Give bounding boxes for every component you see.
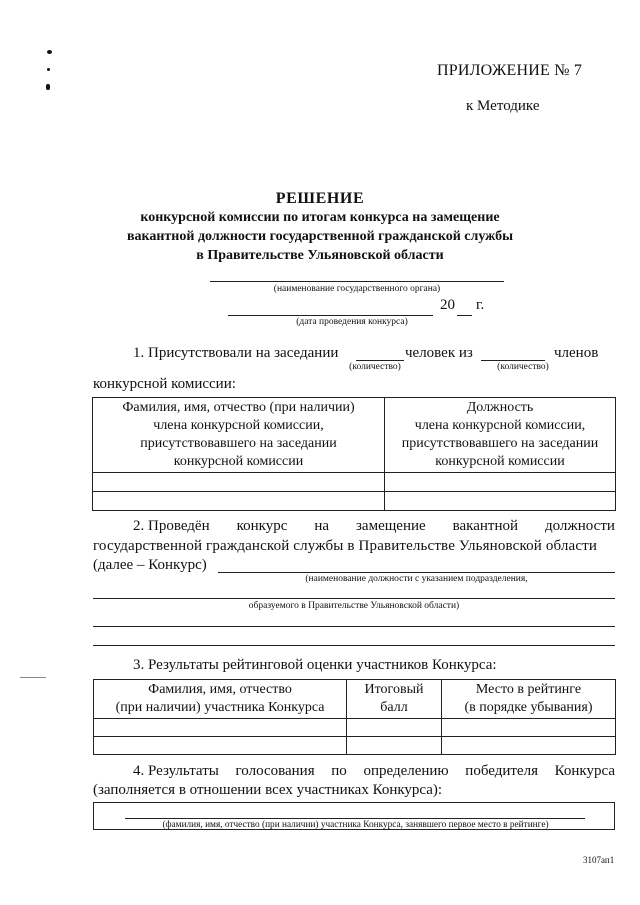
word: победителя [465,763,538,779]
position-subdivision-hint: образуемого в Правительстве Ульяновской области) [248,601,460,611]
header-line: присутствовавшего на заседании [401,436,599,451]
column-header-position [385,398,616,473]
table-row [94,719,616,737]
footer-code: 3107ап1 [583,855,615,865]
section4-line-1 [133,763,615,780]
title-line-4: в Правительстве Ульяновской области [196,248,444,263]
column-header-fullname [93,398,385,473]
header-line: Итоговый [364,682,424,697]
table-cell[interactable] [347,737,442,755]
table-row [93,473,616,492]
table-cell[interactable] [442,737,616,755]
table-cell[interactable] [347,719,442,737]
table-cell[interactable] [93,473,385,492]
title-line-2: конкурсной комиссии по итогам конкурса на замещение [140,210,500,225]
present-count-line[interactable] [356,360,404,361]
table-header-row [94,680,616,719]
header-line: (в порядке убывания) [464,700,593,715]
column-header-rank [442,680,616,719]
header-line: (при наличии) участника Конкурса [115,700,325,715]
table-cell[interactable] [385,473,616,492]
word: 4. Результаты [133,763,219,779]
column-header-score [347,680,442,719]
header-line: члена конкурсной комиссии, [153,418,324,433]
section2-line-2: государственной гражданской службы в Правительстве Ульяновской области [93,538,598,554]
position-name-line[interactable] [218,572,615,573]
title-line-3: вакантной должности государственной гражданской службы [126,229,514,244]
word: Конкурса [554,763,615,779]
column-header-participant [94,680,347,719]
present-count-hint: (количество) [349,362,401,372]
section1-text-a: 1. Присутствовали на заседании [133,345,339,361]
scan-mark [20,677,46,678]
word: конкурс [236,518,288,534]
scan-mark [47,50,52,54]
winner-name-line[interactable] [125,818,585,819]
position-name-line-2[interactable] [93,598,615,599]
word: 2. Проведён [133,518,210,534]
methodology-reference: к Методике [466,98,540,114]
table-cell[interactable] [94,719,347,737]
table-cell[interactable] [385,492,616,511]
section3-text: 3. Результаты рейтинговой оценки участников Конкурса: [133,657,497,673]
word: на [314,518,330,534]
rating-table [93,679,616,755]
section2-line-1 [133,518,615,535]
year-suffix: г. [476,297,485,313]
year-prefix: 20 [440,297,455,313]
date-hint: (дата проведения конкурса) [296,317,408,327]
word: замещение [356,518,426,534]
scan-mark [46,84,50,90]
total-count-hint: (количество) [497,362,549,372]
commission-members-table [92,397,616,511]
scan-mark [47,68,50,71]
total-count-line[interactable] [481,360,545,361]
header-line: конкурсной комиссии [173,454,304,469]
position-name-hint: (наименование должности с указанием подразделения, [305,574,528,584]
word: должности [545,518,615,534]
table-cell[interactable] [93,492,385,511]
word: вакантной [452,518,519,534]
header-line: конкурсной комиссии [435,454,565,469]
header-line: Место в рейтинге [475,682,582,697]
section1-text-c: членов [554,345,599,361]
header-line: Должность [466,400,534,415]
org-name-line[interactable] [210,281,504,282]
table-cell[interactable] [94,737,347,755]
header-line: члена конкурсной комиссии, [414,418,586,433]
table-row [93,492,616,511]
table-header-row [93,398,616,473]
document-title: РЕШЕНИЕ [275,190,365,207]
header-line: Фамилия, имя, отчество [148,682,292,697]
section1-text-d: конкурсной комиссии: [93,376,236,392]
winner-name-hint: (фамилия, имя, отчество (при наличии) участника Конкурса, занявшего первое место в рейтинге) [162,820,549,830]
year-line[interactable] [457,315,472,316]
table-cell[interactable] [442,719,616,737]
position-name-line-4[interactable] [93,645,615,646]
word: по [331,763,347,779]
org-name-hint: (наименование государственного органа) [273,284,441,294]
word: голосования [235,763,315,779]
section2-line-3: (далее – Конкурс) [93,557,207,573]
table-row [94,737,616,755]
header-line: балл [380,700,408,715]
word: определению [363,763,449,779]
appendix-number: ПРИЛОЖЕНИЕ № 7 [437,62,583,79]
section4-line-2: (заполняется в отношении всех участниках Конкурса): [93,782,443,798]
date-line[interactable] [228,315,433,316]
header-line: присутствовавшего на заседании [140,436,337,451]
section1-text-b: человек из [405,345,473,361]
position-name-line-3[interactable] [93,626,615,627]
header-line: Фамилия, имя, отчество (при наличии) [122,400,355,415]
